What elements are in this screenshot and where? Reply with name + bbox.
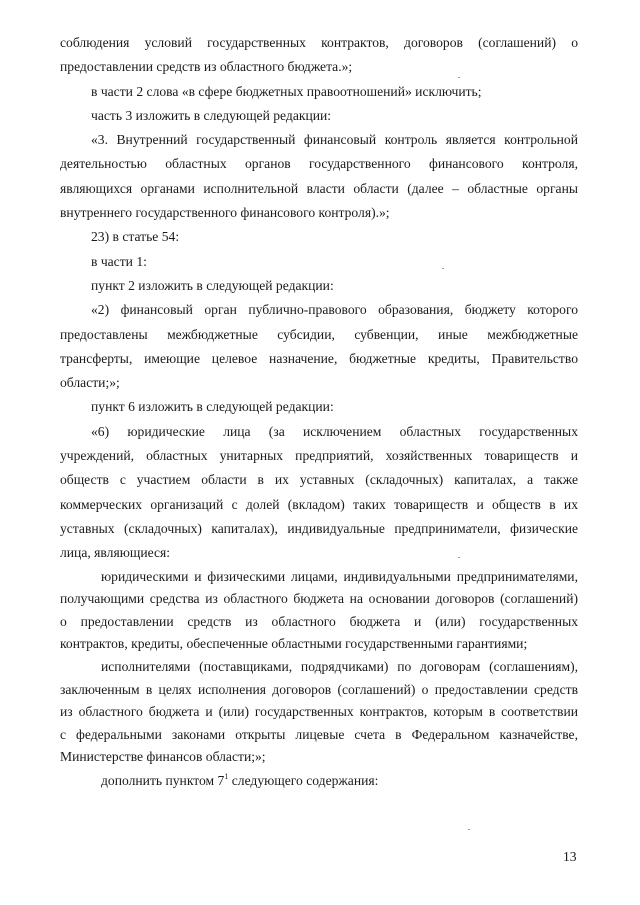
text-line: «3. Внутренний государственный финансовый контроль является контрольной <box>91 132 578 148</box>
text-line: обществ с участием области в их уставных (складочных) капиталах, а также <box>60 472 578 488</box>
text-line: «6) юридические лица (за исключением областных государственных <box>91 423 578 439</box>
page-number: 13 <box>563 849 577 864</box>
text-line: предоставлении средств из областного бюджета.»; <box>60 59 353 75</box>
paragraph-part-3 <box>60 104 578 128</box>
scan-speck <box>458 77 460 78</box>
text-line: часть 3 изложить в следующей редакции: <box>91 107 332 123</box>
paragraph-part-2 <box>60 80 578 104</box>
text-line: о предоставлении средств из областного бюджета и (или) государственных <box>60 613 578 629</box>
paragraph-quote-6 <box>60 420 578 566</box>
text-line: в части 2 слова «в сфере бюджетных правоотношений» исключить; <box>91 83 482 99</box>
paragraph-point-6 <box>60 395 578 419</box>
text-line: исполнителями (поставщиками, подрядчиками) по договорам (соглашениям), <box>101 658 578 674</box>
paragraph-part-1 <box>60 250 578 274</box>
paragraph-contractors <box>60 656 578 769</box>
text-line: внутреннего государственного финансового контроля).»; <box>60 205 390 221</box>
paragraph-quote-3 <box>60 128 578 225</box>
document-body <box>60 31 578 793</box>
text-line: учреждений, областных унитарных предприятий, хозяйственных товариществ и <box>60 448 578 464</box>
text-line: 23) в статье 54: <box>91 229 180 245</box>
text-line: «2) финансовый орган публично-правового образования, бюджету которого <box>91 302 578 318</box>
text-line: в части 1: <box>91 253 147 269</box>
text-line: из областного бюджета и (или) государственных контрактов, которым в соответствии <box>60 704 578 720</box>
text-line: трансферты, имеющие целевое назначение, бюджетные кредиты, Правительство <box>60 350 578 366</box>
text-line: уставных (складочных) капиталах), индивидуальные предприниматели, физические <box>60 520 578 536</box>
text-line: деятельностью областных органов государственного финансового контроля, <box>60 156 578 172</box>
text-line: юридическими и физическими лицами, индивидуальными предпринимателями, <box>101 568 578 584</box>
paragraph-add-point <box>60 769 578 793</box>
text-line: коммерческих организаций с долей (вкладом) таких товариществ и обществ в их <box>60 496 578 512</box>
text-line: Министерстве финансов области;»; <box>60 749 266 765</box>
text-line: с федеральными законами открыты лицевые счета в Федеральном казначействе, <box>60 726 578 742</box>
paragraph-continuation <box>60 31 578 80</box>
text-line: предоставлены межбюджетные субсидии, субвенции, иные межбюджетные <box>60 326 578 342</box>
scan-speck <box>468 829 470 830</box>
superscript: 1 <box>224 771 229 781</box>
text-line: соблюдения условий государственных контрактов, договоров (соглашений) о <box>60 35 578 50</box>
text-line: дополнить пунктом 7 <box>101 772 225 788</box>
text-line: контрактов, кредиты, обеспеченные областными государственными гарантиями; <box>60 636 528 652</box>
text-line: лица, являющиеся: <box>60 545 171 561</box>
text-line: следующего содержания: <box>228 772 379 788</box>
paragraph-quote-2 <box>60 298 578 395</box>
text-line: пункт 2 изложить в следующей редакции: <box>91 277 334 293</box>
text-line: области;»; <box>60 375 120 391</box>
scan-speck <box>458 557 460 558</box>
text-line: получающими средства из областного бюджета на основании договоров (соглашений) <box>60 591 578 607</box>
paragraph-point-2 <box>60 274 578 298</box>
scan-speck <box>442 268 444 269</box>
paragraph-legal-persons <box>60 566 578 656</box>
text-line: являющихся органами исполнительной власти области (далее – областные органы <box>60 180 578 196</box>
text-line: пункт 6 изложить в следующей редакции: <box>91 399 334 415</box>
text-line: заключенным в целях исполнения договоров (соглашений) о предоставлении средств <box>60 681 578 697</box>
paragraph-article-54 <box>60 225 578 249</box>
